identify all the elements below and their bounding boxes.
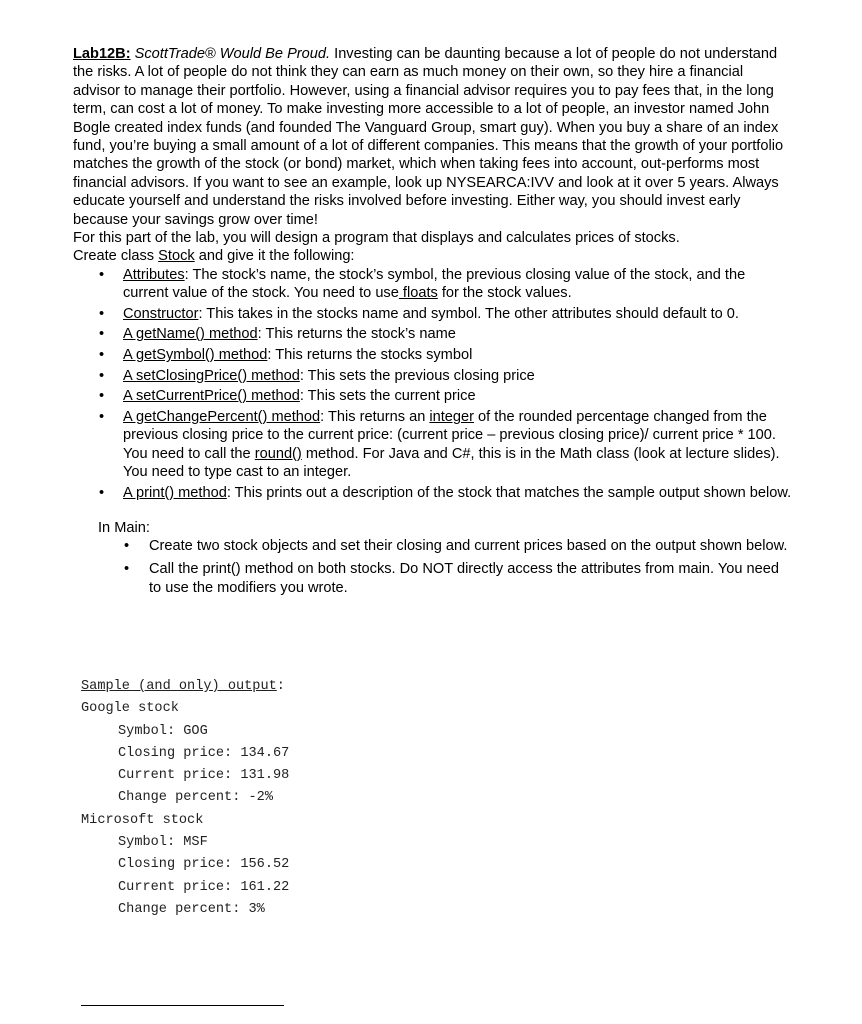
stock-closing-line: Closing price: 156.52 — [118, 857, 290, 873]
list-item: • Create two stock objects and set their closing and current prices based on the output shown below. — [98, 537, 793, 555]
stock-change-line: Change percent: -2% — [118, 790, 273, 806]
stock-current-line: Current price: 161.22 — [118, 879, 290, 895]
intro-text: Investing can be daunting because a lot of people do not understand the risks. A lot of people do not think they can earn as much money on their own, so they hire a financial advisor to manage their portfolio. However, using a financial advisor requires you to pay fees that, in the long term, can cost a lot of money. To make investing more accessible to a lot of people, an investor named John Bogle created index funds (and founded The Vanguard Group, smart guy). When you buy a share of an index fund, you’re buying a small amount of a lot of different companies. This means that the growth of your portfolio matches the growth of the stock (or bond) market, which when taking fees into account, out-performs most financial advisors. If you want to see an example, look up NYSEARCA:IVV and look at it over 5 years. Always educate yourself and understand the risks involved before investing. Either way, you should invest early because your savings grow over time! — [73, 46, 784, 228]
main-section — [98, 519, 793, 597]
create-class-line: Create class Stock and give it the following: — [73, 248, 355, 265]
stock-name-line: Google stock — [81, 701, 179, 717]
list-item: • A getChangePercent() method: This returns an integer of the rounded percentage changed from the previous closing price to the current price: (current price – previous closing price)/ current price * 100. You need to call the round() method. For Java and C#, this is in the Math class (look at lecture slides). You need to type cast to an integer. — [73, 408, 793, 482]
main-heading: In Main: — [98, 520, 150, 537]
list-item: • A print() method: This prints out a description of the stock that matches the sample output shown below. — [73, 484, 793, 502]
list-item: • A getName() method: This returns the stock’s name — [73, 325, 793, 343]
sample-output-label: Sample (and only) output: — [81, 679, 285, 694]
footnote-divider — [81, 1005, 284, 1006]
stock-symbol-line: Symbol: GOG — [118, 723, 208, 739]
list-item: • Call the print() method on both stocks. Do NOT directly access the attributes from main. You need to use the modifiers you wrote. — [98, 560, 793, 597]
list-item: • A setCurrentPrice() method: This sets the current price — [73, 387, 793, 405]
list-item: • Attributes: The stock’s name, the stock’s symbol, the previous closing value of the stock, and the current value of the stock. You need to use floats for the stock values. — [73, 266, 793, 303]
intro-paragraph — [73, 45, 793, 229]
main-list — [98, 537, 793, 597]
lab-title: Lab12B: — [73, 46, 131, 62]
design-line: For this part of the lab, you will design a program that displays and calculates prices of stocks. — [73, 230, 680, 247]
lab-subtitle: ScottTrade® Would Be Proud. — [134, 46, 331, 62]
lab-document — [73, 45, 793, 602]
list-item: • Constructor: This takes in the stocks name and symbol. The other attributes should default to 0. — [73, 305, 793, 323]
list-item: • A getSymbol() method: This returns the stocks symbol — [73, 346, 793, 364]
sample-output — [81, 676, 289, 921]
stock-current-line: Current price: 131.98 — [118, 768, 290, 784]
stock-symbol-line: Symbol: MSF — [118, 835, 208, 851]
requirements-list — [73, 266, 793, 502]
list-item: • A setClosingPrice() method: This sets the previous closing price — [73, 367, 793, 385]
class-name: Stock — [158, 248, 195, 265]
stock-change-line: Change percent: 3% — [118, 901, 265, 917]
stock-closing-line: Closing price: 134.67 — [118, 745, 290, 761]
stock-name-line: Microsoft stock — [81, 812, 204, 828]
